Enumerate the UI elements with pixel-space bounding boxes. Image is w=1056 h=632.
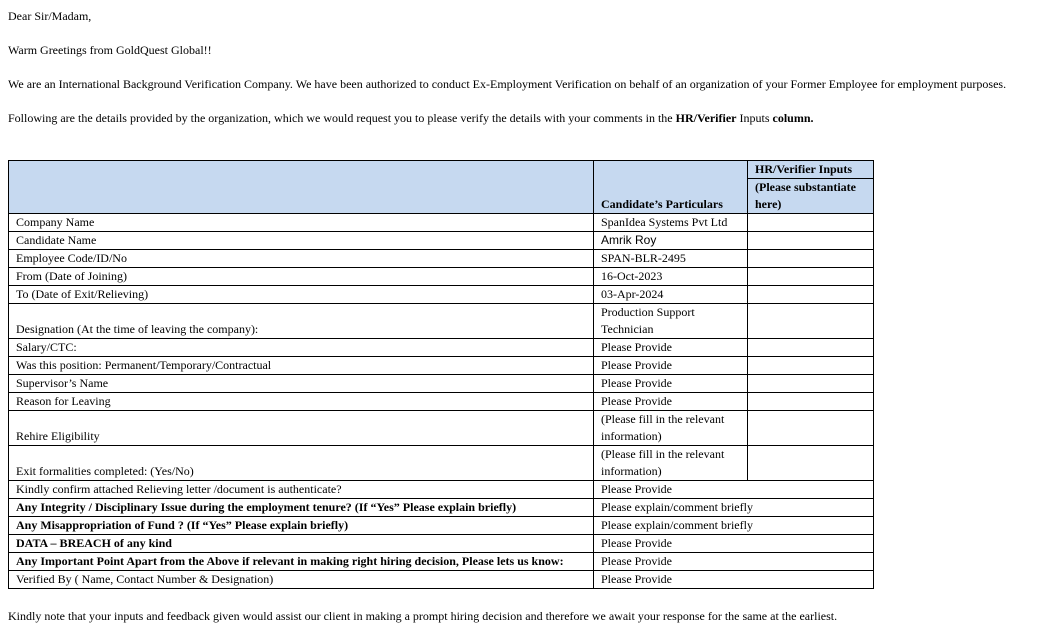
verification-table [8, 160, 874, 589]
request-paragraph [8, 111, 814, 125]
table-row [9, 411, 874, 446]
row-label: Supervisor’s Name [9, 375, 594, 393]
row-verifier-input[interactable] [748, 286, 874, 304]
header-verifier-sub: (Please substantiate here) [748, 178, 873, 213]
row-label: Rehire Eligibility [9, 411, 594, 446]
row-value: Please Provide [594, 535, 874, 553]
row-value: (Please fill in the relevant information) [594, 446, 748, 481]
row-value: SpanIdea Systems Pvt Ltd [594, 214, 748, 232]
row-verifier-input[interactable] [748, 393, 874, 411]
table-row [9, 517, 874, 535]
table-row [9, 499, 874, 517]
row-label: Any Misappropriation of Fund ? (If “Yes” Please explain briefly) [9, 517, 594, 535]
table-row [9, 553, 874, 571]
row-verifier-input[interactable] [748, 375, 874, 393]
row-label: Company Name [9, 214, 594, 232]
row-label: Was this position: Permanent/Temporary/Contractual [9, 357, 594, 375]
row-value: Amrik Roy [594, 232, 748, 250]
request-prefix: Following are the details provided by the organization, which we would request you to please verify the details with your comments in the [8, 111, 676, 125]
table-row [9, 357, 874, 375]
row-verifier-input[interactable] [748, 214, 874, 232]
table-header-row [9, 161, 874, 214]
row-verifier-input[interactable] [748, 339, 874, 357]
row-value: Please Provide [594, 393, 748, 411]
row-verifier-input[interactable] [748, 357, 874, 375]
row-verifier-input[interactable] [748, 304, 874, 339]
row-label: Employee Code/ID/No [9, 250, 594, 268]
row-label: From (Date of Joining) [9, 268, 594, 286]
table-row [9, 232, 874, 250]
intro-paragraph: We are an International Background Verification Company. We have been authorized to conduct Ex-Employment Verification on behalf of an organization of your Former Employee for employment purposes. [8, 77, 1007, 91]
greeting-line: Warm Greetings from GoldQuest Global!! [8, 43, 212, 57]
row-label: Verified By ( Name, Contact Number & Designation) [9, 571, 594, 589]
row-label: Reason for Leaving [9, 393, 594, 411]
row-verifier-input[interactable] [748, 232, 874, 250]
row-label: Any Important Point Apart from the Above if relevant in making right hiring decision, Please lets us know: [9, 553, 594, 571]
row-verifier-input[interactable] [748, 250, 874, 268]
row-value: Please Provide [594, 339, 748, 357]
row-label: To (Date of Exit/Relieving) [9, 286, 594, 304]
table-row [9, 214, 874, 232]
row-value: Please Provide [594, 375, 748, 393]
header-field [9, 161, 594, 214]
row-value: Please explain/comment briefly [594, 517, 874, 535]
row-value: Please Provide [594, 357, 748, 375]
table-row [9, 571, 874, 589]
table-row [9, 286, 874, 304]
row-label: Any Integrity / Disciplinary Issue during the employment tenure? (If “Yes” Please explain briefly) [9, 499, 594, 517]
header-verifier-title: HR/Verifier Inputs [755, 162, 853, 176]
row-value: Please explain/comment briefly [594, 499, 874, 517]
request-column: column. [772, 111, 814, 125]
row-value: Please Provide [594, 571, 874, 589]
row-label: Exit formalities completed: (Yes/No) [9, 446, 594, 481]
table-row [9, 375, 874, 393]
table-row [9, 481, 874, 499]
table-row [9, 535, 874, 553]
row-value: Please Provide [594, 481, 874, 499]
row-value: Production Support Technician [594, 304, 748, 339]
row-label: Candidate Name [9, 232, 594, 250]
row-verifier-input[interactable] [748, 446, 874, 481]
row-value: 03-Apr-2024 [594, 286, 748, 304]
row-label: DATA – BREACH of any kind [9, 535, 594, 553]
table-row [9, 250, 874, 268]
table-row [9, 393, 874, 411]
table-row [9, 268, 874, 286]
table-row [9, 304, 874, 339]
row-label: Kindly confirm attached Relieving letter /document is authenticate? [9, 481, 594, 499]
row-verifier-input[interactable] [748, 411, 874, 446]
salutation: Dear Sir/Madam, [8, 9, 92, 23]
row-value: (Please fill in the relevant information) [594, 411, 748, 446]
row-value: Please Provide [594, 553, 874, 571]
closing-paragraph: Kindly note that your inputs and feedback given would assist our client in making a prompt hiring decision and therefore we await your response for the same at the earliest. [8, 609, 838, 623]
header-candidate-particulars: Candidate’s Particulars [594, 161, 748, 214]
row-value: 16-Oct-2023 [594, 268, 748, 286]
request-hr-verifier: HR/Verifier [675, 111, 737, 125]
row-label: Salary/CTC: [9, 339, 594, 357]
table-row [9, 446, 874, 481]
header-hr-verifier-inputs [748, 161, 874, 214]
row-value: SPAN-BLR-2495 [594, 250, 748, 268]
request-inputs: Inputs [736, 111, 773, 125]
row-verifier-input[interactable] [748, 268, 874, 286]
table-row [9, 339, 874, 357]
row-label: Designation (At the time of leaving the company): [9, 304, 594, 339]
